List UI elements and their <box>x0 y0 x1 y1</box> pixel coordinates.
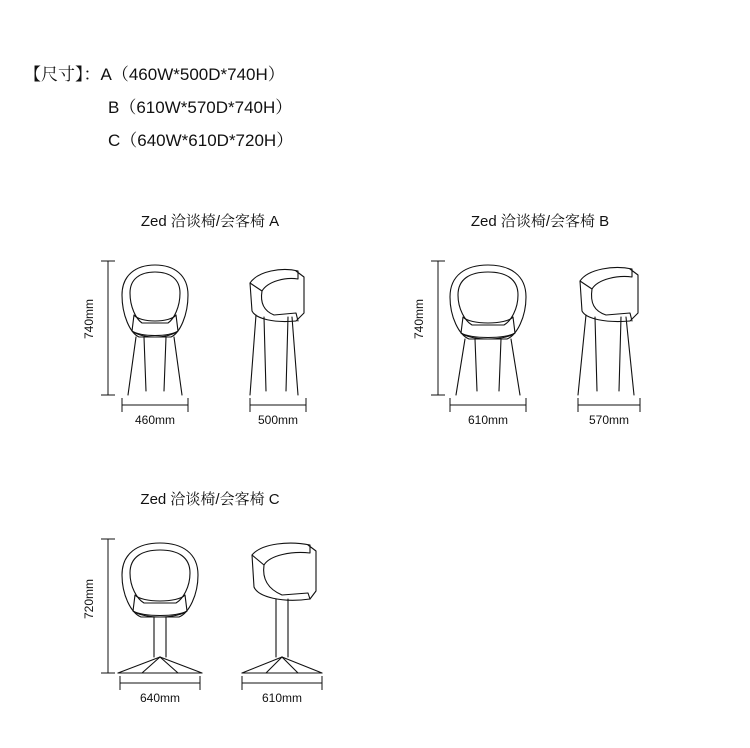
side-width-dimension-a: 500mm <box>257 413 298 427</box>
spec-line-b: B（610W*570D*740H） <box>108 98 293 117</box>
height-dimension-c: 720mm <box>82 579 96 620</box>
spec-line-c: C（640W*610D*720H） <box>108 131 294 150</box>
side-width-dimension-c: 610mm <box>261 691 302 705</box>
panel-title-b: Zed 洽谈椅/会客椅 B <box>470 213 610 230</box>
panel-chair-b <box>390 210 690 453</box>
panel-chair-c <box>60 488 360 731</box>
panel-title-c: Zed 洽谈椅/会客椅 C <box>140 491 280 508</box>
panel-chair-a <box>60 210 360 453</box>
front-width-dimension-c: 640mm <box>139 691 180 705</box>
panel-title-a: Zed 洽谈椅/会客椅 A <box>140 213 280 230</box>
chair-b-drawing <box>390 253 690 453</box>
panel-body-c <box>60 531 360 731</box>
spec-line-a: 【尺寸】：A（460W*500D*740H） <box>24 65 285 84</box>
panel-body-b <box>390 253 690 453</box>
front-width-dimension-a: 460mm <box>134 413 175 427</box>
dimensions-spec <box>24 58 293 157</box>
panel-body-a <box>60 253 360 453</box>
height-dimension-b: 740mm <box>412 299 426 340</box>
front-width-dimension-b: 610mm <box>467 413 508 427</box>
side-width-dimension-b: 570mm <box>588 413 629 427</box>
chair-a-drawing <box>60 253 360 453</box>
height-dimension-a: 740mm <box>82 299 96 340</box>
